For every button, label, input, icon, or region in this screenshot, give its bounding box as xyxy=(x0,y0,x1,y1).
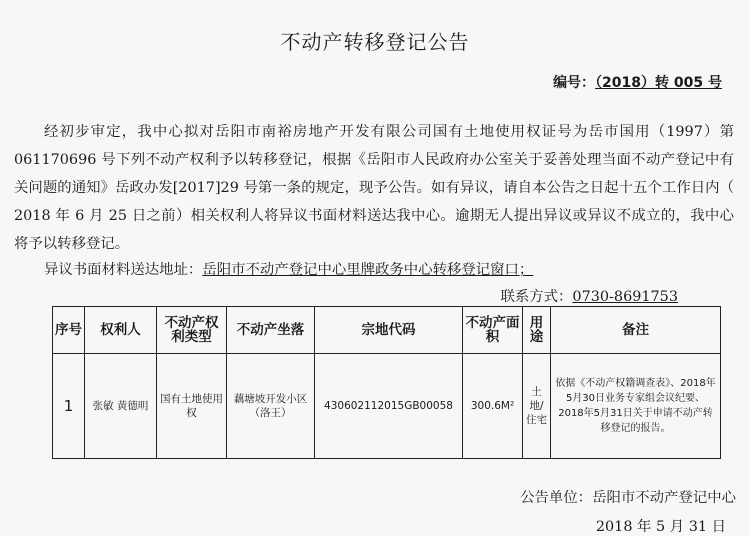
cell-area: 300.6M² xyxy=(463,354,523,459)
issuer xyxy=(520,486,736,507)
notice-title: 不动产转移登记公告 xyxy=(280,30,470,54)
header-location: 不动产坐落 xyxy=(227,307,315,354)
cell-parcel-code: 430602112015GB00058 xyxy=(315,354,463,459)
document-number xyxy=(553,72,722,92)
cell-holder: 张敏 黄德明 xyxy=(85,354,157,459)
document-number-value: （2018）转 005 号 xyxy=(595,75,722,91)
cell-remark: 依据《不动产权籍调查表》、2018年5月30日业务专家组会议纪要、2018年5月31日关于申请不动产转移登记的报告。 xyxy=(551,354,721,459)
document-number-label: 编号： xyxy=(553,75,596,91)
header-no: 序号 xyxy=(53,307,85,354)
header-remark: 备注 xyxy=(551,307,721,354)
objection-address-label: 异议书面材料送达地址： xyxy=(44,262,203,278)
notice-body: 经初步审定，我中心拟对岳阳市南裕房地产开发有限公司国有土地使用权证号为岳市国用（1997）第 061170696 号下列不动产权利予以转移登记，根据《岳阳市人民政府办公室关于妥善处理当面不动产登记中有关问题的通知》岳政办发[2017]29 号第一条的规定，现予公告。如有异议，请自本公告之日起十五个工作日内（ 2018 年 6 月 25 日之前）相关权利人将异议书面材料送达我中心。逾期无人提出异议或异议不成立的，我中心将予以转移登记。 xyxy=(14,124,734,252)
objection-address-value: 岳阳市不动产登记中心里牌政务中心转移登记窗口； xyxy=(202,262,534,278)
issuer-label: 公告单位： xyxy=(520,490,593,506)
cell-usage: 土地/住宅 xyxy=(523,354,551,459)
contact-phone: 0730-8691753 xyxy=(572,289,678,305)
issuer-name: 岳阳市不动产登记中心 xyxy=(592,490,736,506)
notice-date: 2018 年 5 月 31 日 xyxy=(595,519,726,535)
contact-info xyxy=(500,285,678,306)
header-right-type: 不动产权利类型 xyxy=(157,307,227,354)
header-area: 不动产面积 xyxy=(463,307,523,354)
cell-location: 藕塘坡开发小区（洛王） xyxy=(227,354,315,459)
cell-no: 1 xyxy=(53,354,85,459)
header-holder: 权利人 xyxy=(85,307,157,354)
cell-right-type: 国有土地使用权 xyxy=(157,354,227,459)
header-parcel-code: 宗地代码 xyxy=(315,307,463,354)
table-row xyxy=(53,354,721,459)
header-usage: 用途 xyxy=(523,307,551,354)
property-table xyxy=(52,306,721,459)
contact-label: 联系方式： xyxy=(500,289,573,305)
objection-address xyxy=(44,258,533,279)
table-header-row xyxy=(53,307,721,354)
